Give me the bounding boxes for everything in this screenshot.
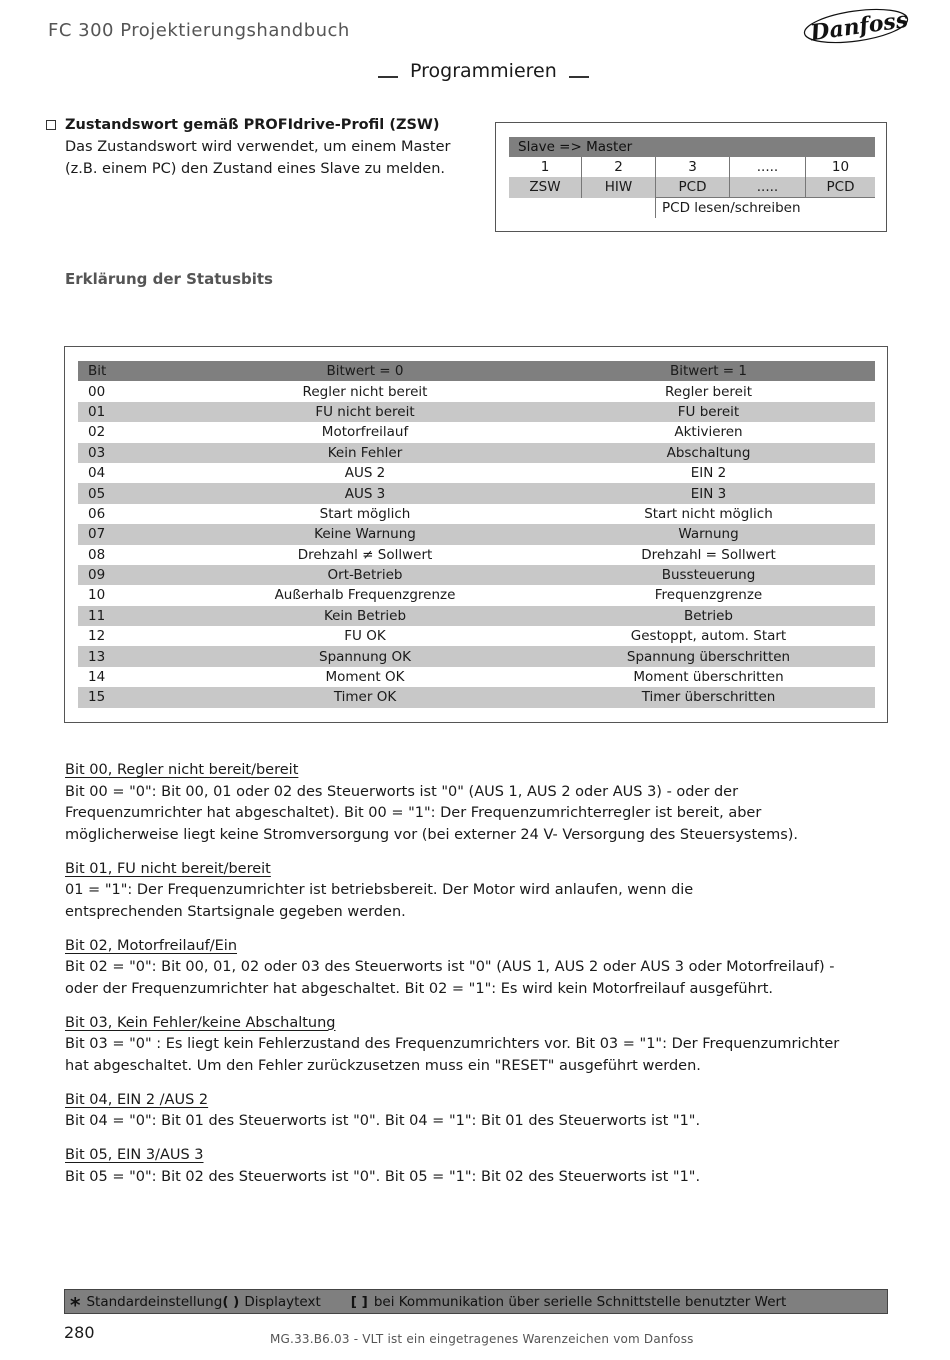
intro-heading-text: Zustandswort gemäß PROFIdrive-Profil (ZSW) [65, 117, 440, 133]
bit-number: 00 [88, 383, 106, 400]
bit-value-1: EIN 2 [690, 465, 727, 482]
explanation-paragraph [65, 859, 895, 924]
table-row [78, 545, 875, 565]
word-name: ..... [730, 177, 806, 198]
bit-value-0: Spannung OK [188, 646, 542, 666]
explanation-paragraph [65, 1145, 895, 1188]
explanation-title: Bit 03, Kein Fehler/keine Abschaltung [65, 1014, 336, 1031]
table-header-row [78, 361, 875, 381]
bit-number: 13 [78, 646, 188, 666]
column-header: Bit [78, 361, 188, 381]
bit-number: 05 [78, 483, 188, 503]
bit-value-0: Keine Warnung [188, 524, 542, 544]
word-number: 2 [582, 157, 656, 177]
explanation-title: Bit 05, EIN 3/AUS 3 [65, 1147, 204, 1163]
table-row [78, 585, 875, 605]
table-row [78, 463, 875, 483]
explanation-line: oder der Frequenzumrichter hat abgeschaltet. Bit 02 = "1": Es wird kein Motorfreilauf ausgeführt. [65, 980, 774, 997]
asterisk-icon: * [70, 1292, 81, 1317]
bit-number: 15 [78, 687, 188, 707]
legend-paren-symbol: ( ) [222, 1293, 240, 1310]
bit-value-0: Drehzahl ≠ Sollwert [297, 546, 433, 563]
intro-line: (z.B. einem PC) den Zustand eines Slave zu melden. [65, 161, 446, 177]
word-name: ZSW [509, 177, 582, 198]
word-number: 1 [509, 157, 582, 177]
explanation-paragraph [65, 1013, 895, 1078]
table-row [78, 402, 875, 422]
legend-serial-text: bei Kommunikation über serielle Schnittstelle benutzter Wert [373, 1293, 787, 1310]
table-row [78, 626, 875, 646]
table-row [78, 483, 875, 503]
explanation-line: Bit 05 = "0": Bit 02 des Steuerworts ist "0". Bit 05 = "1": Bit 02 des Steuerworts ist "1". [65, 1168, 701, 1185]
footer-note: MG.33.B6.03 - VLT ist ein eingetragenes Warenzeichen vom Danfoss [270, 1332, 694, 1346]
explanation-title: Bit 01, FU nicht bereit/bereit [65, 860, 271, 877]
section-dash-left [378, 76, 398, 78]
bit-value-0: Timer OK [188, 687, 542, 707]
column-header: Bitwert = 0 [188, 361, 542, 381]
explanation-paragraph [65, 760, 895, 846]
intro-line: Das Zustandswort wird verwendet, um einem Master [65, 139, 451, 155]
word-name: HIW [582, 177, 656, 198]
table-row [78, 443, 875, 463]
bit-value-0: Kein Fehler [188, 443, 542, 463]
table-row [78, 687, 875, 707]
explanation-line: 01 = "1": Der Frequenzumrichter ist betriebsbereit. Der Motor wird anlaufen, wenn die [65, 882, 694, 898]
explanation-line: hat abgeschaltet. Um den Fehler zurückzusetzen muss ein "RESET" ausgeführt werden. [65, 1057, 701, 1074]
explanation-line: Bit 02 = "0": Bit 00, 01, 02 oder 03 des Steuerworts ist "0" (AUS 1, AUS 2 oder AUS 3 oder Motorfreilauf) - [65, 959, 835, 975]
bit-value-1: Timer überschritten [542, 687, 875, 707]
bit-number: 02 [88, 424, 106, 441]
bit-value-1: Drehzahl = Sollwert [641, 546, 776, 563]
legend-display-text: Displaytext [244, 1293, 321, 1310]
bit-value-0: Kein Betrieb [188, 606, 542, 626]
explanation-paragraph [65, 936, 895, 1001]
bit-value-1: Abschaltung [542, 443, 875, 463]
slave-master-figure [495, 122, 887, 232]
explanation-line: Bit 04 = "0": Bit 01 des Steuerworts ist "0". Bit 04 = "1": Bit 01 des Steuerworts ist "1". [65, 1113, 701, 1129]
bit-value-0: Start möglich [319, 505, 411, 522]
bit-number: 04 [88, 465, 106, 482]
column-header: Bitwert = 1 [542, 361, 875, 381]
slave-master-table [509, 137, 875, 218]
table-row [78, 504, 875, 524]
bit-value-0: Außerhalb Frequenzgrenze [274, 587, 456, 604]
table-row [78, 606, 875, 626]
pcd-label: PCD lesen/schreiben [656, 198, 876, 219]
bit-number: 10 [88, 587, 106, 604]
legend-default-text: Standardeinstellung [86, 1293, 223, 1310]
danfoss-logo [802, 4, 912, 48]
bit-value-0: FU OK [344, 628, 386, 645]
page-number: 280 [64, 1323, 95, 1342]
intro-heading [46, 114, 476, 136]
bit-value-1: Bussteuerung [542, 565, 875, 585]
explanation-line: Bit 00 = "0": Bit 00, 01 oder 02 des Steuerworts ist "0" (AUS 1, AUS 2 oder AUS 3) - oder der [65, 783, 739, 800]
bit-value-0: AUS 3 [188, 483, 542, 503]
table-row [78, 422, 875, 442]
word-number: 10 [831, 159, 850, 175]
slave-master-header: Slave => Master [509, 137, 875, 157]
status-bits-figure [64, 346, 888, 723]
bit-value-1: Frequenzgrenze [654, 587, 763, 604]
bit-number: 11 [78, 606, 188, 626]
bit-number: 07 [78, 524, 188, 544]
table-row [78, 667, 875, 687]
bit-number: 14 [88, 669, 106, 686]
bit-value-0: Ort-Betrieb [188, 565, 542, 585]
bit-value-1: Gestoppt, autom. Start [630, 628, 787, 645]
intro-block [46, 114, 476, 180]
bit-value-1: Warnung [542, 524, 875, 544]
table-row [78, 646, 875, 666]
section-dash-right [569, 76, 589, 78]
legend-bar [64, 1289, 888, 1317]
bit-value-0: Motorfreilauf [321, 424, 409, 441]
bit-value-1: Start nicht möglich [644, 505, 773, 522]
bit-value-1: Moment überschritten [633, 669, 784, 686]
bit-number: 03 [78, 443, 188, 463]
bit-value-1: EIN 3 [542, 483, 875, 503]
bit-value-1: Betrieb [542, 606, 875, 626]
checkbox-bullet-icon [46, 120, 56, 130]
explanation-line: möglicherweise liegt keine Stromversorgung vor (bei externer 24 V- Versorgung des Steuersystems). [65, 826, 799, 843]
bit-value-1: Regler bereit [664, 383, 753, 400]
bit-number: 01 [78, 402, 188, 422]
bit-value-0: Regler nicht bereit [302, 383, 428, 400]
table-row [78, 381, 875, 401]
bit-number: 09 [78, 565, 188, 585]
explanation-paragraph [65, 1090, 895, 1133]
bit-number: 06 [88, 505, 106, 522]
bit-value-0: Moment OK [325, 669, 405, 686]
legend-bracket-symbol: [ ] [350, 1293, 368, 1310]
explanation-title: Bit 04, EIN 2 /AUS 2 [65, 1091, 209, 1108]
bit-number: 12 [88, 628, 106, 645]
logo-text: Danfoss [808, 6, 910, 47]
explanation-line: Bit 03 = "0" : Es liegt kein Fehlerzustand des Frequenzumrichters vor. Bit 03 = "1": Der Frequenzumrichter [65, 1036, 840, 1052]
word-name: PCD [656, 177, 730, 198]
document-title: FC 300 Projektierungshandbuch [48, 20, 350, 41]
explanation-line: Frequenzumrichter hat abgeschaltet). Bit 00 = "1": Der Frequenzumrichterregler ist bereit, aber [65, 805, 762, 821]
bit-value-0: AUS 2 [344, 465, 386, 482]
status-bits-table [78, 361, 875, 708]
bit-value-1: Aktivieren [674, 424, 743, 441]
explanation-title: Bit 00, Regler nicht bereit/bereit [65, 762, 299, 778]
bit-value-1: FU bereit [542, 402, 875, 422]
bit-number: 08 [88, 546, 106, 563]
explanation-line: entsprechenden Startsignale gegeben werden. [65, 903, 406, 920]
status-bits-heading: Erklärung der Statusbits [65, 270, 273, 288]
table-row [78, 565, 875, 585]
bit-explanations [65, 760, 895, 1201]
table-row [78, 524, 875, 544]
bit-value-1: Spannung überschritten [542, 646, 875, 666]
section-title: Programmieren [410, 60, 557, 82]
section-heading [366, 60, 601, 82]
word-name: PCD [806, 177, 876, 198]
explanation-title: Bit 02, Motorfreilauf/Ein [65, 937, 238, 954]
word-number: 3 [656, 157, 730, 177]
bit-value-0: FU nicht bereit [188, 402, 542, 422]
intro-body [46, 136, 476, 180]
word-number: ..... [730, 157, 806, 177]
